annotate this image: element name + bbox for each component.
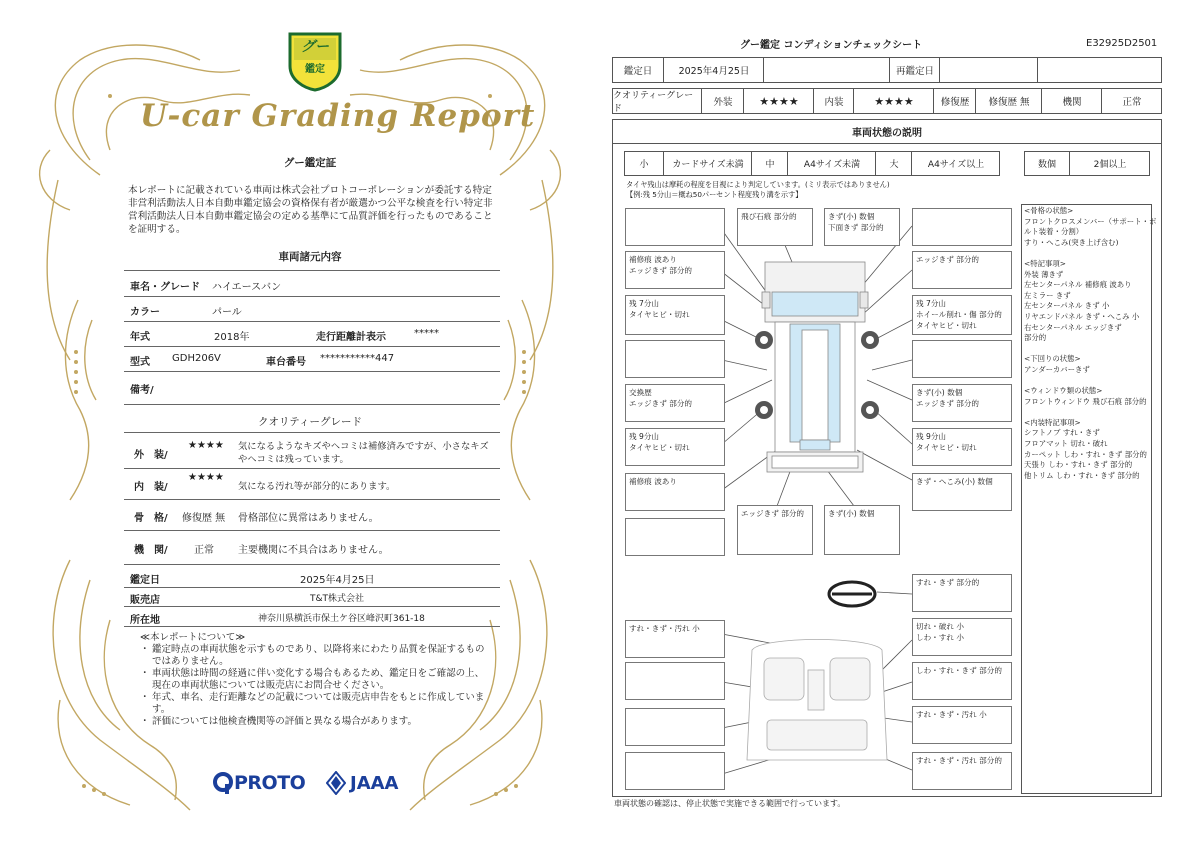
divider bbox=[124, 404, 500, 405]
recheck-date-value bbox=[939, 58, 1038, 82]
badge-top-text: グー bbox=[301, 39, 329, 55]
condition-box bbox=[912, 752, 1012, 790]
condition-text: ホイール削れ・傷 部分的 bbox=[916, 310, 1002, 319]
legend-small-desc: カードサイズ未満 bbox=[663, 152, 752, 175]
condition-text: すれ・きず・汚れ 部分的 bbox=[916, 756, 1002, 765]
condition-text: エッジきず 部分的 bbox=[629, 399, 693, 408]
condition-box bbox=[912, 251, 1012, 289]
exterior-row bbox=[124, 440, 500, 466]
exterior-label: 外 装/ bbox=[134, 450, 168, 461]
legend-mid: 中 bbox=[751, 152, 788, 175]
year-label: 年式 bbox=[130, 332, 150, 343]
specs-title: 車両諸元内容 bbox=[278, 251, 342, 263]
color-value: パール bbox=[212, 307, 242, 318]
notes-title: ≪本レポートについて≫ bbox=[140, 632, 246, 643]
condition-box bbox=[824, 208, 900, 246]
condition-box bbox=[625, 295, 725, 335]
condition-text: タイヤヒビ・切れ bbox=[916, 321, 977, 330]
condition-box bbox=[912, 384, 1012, 422]
dealer-label: 販売店 bbox=[130, 595, 160, 606]
condition-box bbox=[625, 518, 725, 556]
condition-box bbox=[625, 340, 725, 378]
condition-box bbox=[625, 662, 725, 700]
grade-label: クオリティーグレード bbox=[613, 91, 694, 114]
divider bbox=[124, 321, 500, 322]
condition-box bbox=[625, 620, 725, 658]
engine-value: 正常 bbox=[1101, 89, 1162, 113]
divider bbox=[124, 346, 500, 347]
condition-box bbox=[912, 473, 1012, 511]
grade-table bbox=[612, 88, 1162, 114]
chassis-value: ***********447 bbox=[320, 353, 395, 364]
appraisal-date-value: 2025年4月25日 bbox=[663, 58, 764, 82]
condition-box bbox=[912, 340, 1012, 378]
condition-text: きず(小) 数個 bbox=[916, 388, 963, 397]
address-label: 所在地 bbox=[130, 615, 160, 626]
condition-box bbox=[625, 752, 725, 790]
proto-logo-icon bbox=[212, 771, 234, 795]
dealer-value: T&T株式会社 bbox=[310, 594, 365, 604]
frame-value: 修復歴 無 bbox=[182, 513, 226, 524]
engine-label: 機関 bbox=[1041, 89, 1102, 113]
note-item: ・ 車両状態は時間の経過に伴い変化する場合もあるため、鑑定日をご確認の上、現在の車両状態については販売店にお問合せください。 bbox=[140, 668, 490, 692]
address-value: 神奈川県横浜市保土ケ谷区峰沢町361-18 bbox=[258, 614, 425, 624]
condition-text: エッジきず 部分的 bbox=[916, 255, 980, 264]
divider bbox=[124, 626, 500, 627]
divider bbox=[124, 371, 500, 372]
report-subtitle: グー鑑定証 bbox=[283, 157, 337, 169]
intro-text: 本レポートに記載されている車両は株式会社プロトコーポレーションが委託する特定非営利活動法人日本自動車鑑定協会の資格保有者が厳選かつ公平な検査を行い特定非営利活動法人日本自動車鑑定協会の定める基準にて品質評価を行ったものであることを証明する。 bbox=[128, 185, 493, 235]
condition-text: 補修痕 波あり bbox=[629, 255, 677, 264]
special-notes-text: <骨格の状態> フロントクロスメンバー（サポート・ボ ルト装着・分割） すり・へこみ(突き上げ含む) <特記事項> 外装 薄きず 左センターパネル 補修痕 波あり 左ミラー きず 左センターパネル きず 小 リヤエンドパネル きず・へこみ 小 右センターパネル エッジきず 部分的 <下回りの状態> アンダーカバーきず <ウィンドウ類の状態> フロントウィンドウ 飛び石痕 部分的 <内装特記事項> シフトノブ すれ・きず フロアマット 切れ・破れ カーペット しわ・すれ・きず 部分的 天張り しわ・すれ・きず 部分的 他トリム しわ・すれ・きず 部分的 bbox=[1024, 206, 1157, 480]
badge-bottom-text: 鑑定 bbox=[305, 64, 325, 75]
condition-box bbox=[625, 428, 725, 466]
condition-text: 切れ・破れ 小 bbox=[916, 622, 964, 631]
repair-value: 修復歴 無 bbox=[975, 89, 1042, 113]
chassis-label: 車台番号 bbox=[266, 357, 306, 368]
jaaa-logo-text: JAAA bbox=[350, 773, 399, 794]
legend-count: 数個 bbox=[1037, 160, 1056, 170]
recheck-date-label: 再鑑定日 bbox=[889, 58, 940, 82]
condition-box bbox=[625, 473, 725, 511]
condition-box bbox=[912, 295, 1012, 335]
tire-example-note: 【例:残 5分山＝概ね50パーセント程度残り溝を示す】 bbox=[626, 190, 803, 199]
legend-mid-desc: A4サイズ未満 bbox=[787, 152, 876, 175]
sheet-title: グー鑑定 コンディションチェックシート bbox=[740, 40, 923, 51]
condition-text: きず(小) 数個 bbox=[828, 509, 875, 518]
exterior-stars: ★★★★ bbox=[188, 440, 224, 451]
appraisal-date-label: 鑑定日 bbox=[623, 66, 653, 77]
condition-text: 残 7分山 bbox=[629, 299, 660, 308]
note-item: ・ 年式、車名、走行距離などの記載については販売店申告をもとに作成しています。 bbox=[140, 692, 490, 716]
condition-box bbox=[737, 208, 813, 246]
condition-box bbox=[912, 574, 1012, 612]
divider bbox=[124, 606, 500, 607]
condition-box bbox=[625, 384, 725, 422]
divider bbox=[124, 530, 500, 531]
count-legend bbox=[1024, 151, 1150, 176]
vehicle-name-value: ハイエースバン bbox=[212, 282, 282, 293]
condition-text: 飛び石痕 部分的 bbox=[741, 212, 797, 221]
interior-text: 気になる汚れ等が部分的にあります。 bbox=[238, 481, 396, 492]
note-item: ・ 鑑定時点の車両状態を示すものであり、以降将来にわたり品質を保証するものではありません。 bbox=[140, 644, 490, 668]
interior-label: 内 装/ bbox=[134, 482, 168, 493]
condition-text: すれ・きず・汚れ 小 bbox=[916, 710, 987, 719]
section-title: 車両状態の説明 bbox=[612, 119, 1162, 144]
sheet-id: E32925D2501 bbox=[1086, 38, 1158, 49]
condition-text: 交換歴 bbox=[629, 388, 652, 397]
remarks-label: 備考/ bbox=[130, 385, 154, 396]
year-value: 2018年 bbox=[214, 332, 250, 343]
condition-box bbox=[912, 706, 1012, 744]
condition-text: すれ・きず・汚れ 小 bbox=[629, 624, 700, 633]
report-title: U-car Grading Report bbox=[140, 98, 536, 134]
footer-note: 車両状態の確認は、停止状態で実施できる範囲で行っています。 bbox=[614, 799, 846, 808]
condition-text: エッジきず 部分的 bbox=[629, 266, 693, 275]
engine-text: 主要機関に不具合はありません。 bbox=[238, 545, 389, 556]
divider bbox=[124, 587, 500, 588]
engine-value: 正常 bbox=[194, 545, 214, 556]
condition-text: タイヤヒビ・切れ bbox=[629, 310, 690, 319]
condition-box bbox=[737, 505, 813, 555]
jaaa-logo-icon bbox=[326, 771, 346, 795]
date-label: 鑑定日 bbox=[130, 575, 160, 586]
condition-box bbox=[824, 505, 900, 555]
condition-text: タイヤヒビ・切れ bbox=[629, 443, 690, 452]
divider bbox=[124, 270, 500, 271]
condition-box bbox=[625, 708, 725, 746]
condition-text: エッジきず 部分的 bbox=[741, 509, 805, 518]
condition-box bbox=[625, 208, 725, 246]
legend-small: 小 bbox=[639, 160, 649, 170]
proto-logo-text: PROTO bbox=[234, 772, 306, 794]
condition-text: 残 9分山 bbox=[916, 432, 947, 441]
vehicle-name-label: 車名・グレード bbox=[130, 282, 200, 293]
engine-label: 機 関/ bbox=[134, 545, 168, 556]
divider bbox=[124, 432, 500, 433]
legend-count-desc: 2個以上 bbox=[1069, 152, 1150, 175]
condition-box bbox=[912, 428, 1012, 466]
condition-box bbox=[625, 251, 725, 289]
interior-stars: ★★★★ bbox=[188, 472, 224, 483]
condition-text: タイヤヒビ・切れ bbox=[916, 443, 977, 452]
ext-stars: ★★★★ bbox=[743, 89, 814, 113]
frame-text: 骨格部位に異常はありません。 bbox=[238, 513, 379, 524]
int-stars: ★★★★ bbox=[853, 89, 934, 113]
mileage-value: ***** bbox=[414, 328, 439, 339]
model-label: 型式 bbox=[130, 357, 150, 368]
tire-note: タイヤ残山は摩耗の程度を目視により判定しています。(ミリ表示ではありません) bbox=[626, 180, 890, 189]
condition-text: 残 9分山 bbox=[629, 432, 660, 441]
condition-text: すれ・きず 部分的 bbox=[916, 578, 980, 587]
footer-logos bbox=[212, 768, 412, 798]
condition-box bbox=[912, 662, 1012, 700]
divider bbox=[124, 499, 500, 500]
quality-title: クオリティーグレード bbox=[258, 416, 362, 428]
condition-text: きず(小) 数個 bbox=[828, 212, 875, 221]
size-legend bbox=[624, 151, 1000, 176]
condition-text: きず・へこみ(小) 数個 bbox=[916, 477, 993, 486]
date-table bbox=[612, 57, 1162, 83]
condition-text: しわ・すれ 小 bbox=[916, 633, 964, 642]
int-label: 内装 bbox=[813, 89, 854, 113]
model-value: GDH206V bbox=[172, 353, 221, 364]
ext-label: 外装 bbox=[701, 89, 744, 113]
empty-cell bbox=[1037, 58, 1162, 82]
note-item: ・ 評価については他検査機関等の評価と異なる場合があります。 bbox=[140, 716, 490, 728]
condition-text: しわ・すれ・きず 部分的 bbox=[916, 666, 1002, 675]
condition-box bbox=[912, 618, 1012, 656]
date-value: 2025年4月25日 bbox=[300, 575, 375, 586]
frame-label: 骨 格/ bbox=[134, 513, 168, 524]
divider bbox=[124, 468, 500, 469]
empty-cell bbox=[763, 58, 890, 82]
divider bbox=[124, 564, 500, 565]
condition-text: エッジきず 部分的 bbox=[916, 399, 980, 408]
legend-large: 大 bbox=[875, 152, 912, 175]
condition-text: 残 7分山 bbox=[916, 299, 947, 308]
repair-label: 修復歴 bbox=[933, 89, 976, 113]
divider bbox=[124, 296, 500, 297]
legend-large-desc: A4サイズ以上 bbox=[911, 152, 1000, 175]
mileage-label: 走行距離計表示 bbox=[316, 332, 386, 343]
condition-text: 下面きず 部分的 bbox=[828, 223, 884, 232]
condition-box bbox=[912, 208, 1012, 246]
exterior-text: 気になるようなキズやヘコミは補修済みですが、小さなキズやヘコミは残っています。 bbox=[238, 441, 489, 465]
report-notes bbox=[140, 632, 490, 728]
condition-text: 補修痕 波あり bbox=[629, 477, 677, 486]
color-label: カラー bbox=[130, 307, 160, 318]
interior-row bbox=[124, 472, 500, 496]
